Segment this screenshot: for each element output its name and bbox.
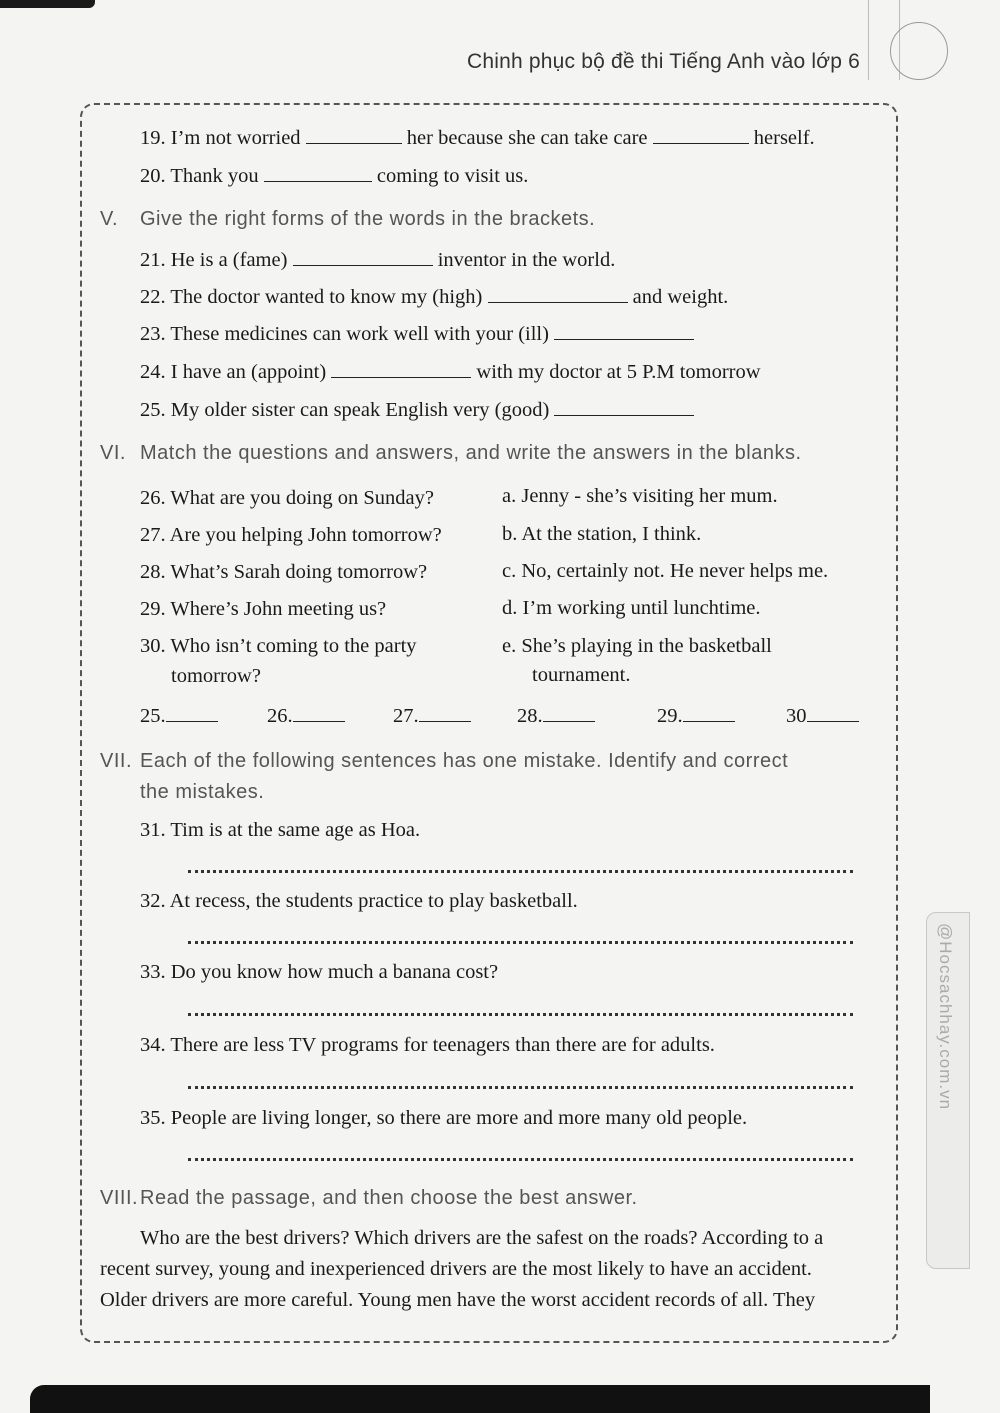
section-6-heading: VI. Match the questions and answers, and write the answers in the blanks.: [100, 442, 802, 464]
mistake-sentence: 35. People are living longer, so there are more and more many old people.: [140, 1107, 748, 1129]
question-20: 20. Thank you coming to visit us.: [140, 165, 529, 187]
answer-slot-29: 29.: [657, 702, 735, 730]
mistake-sentence: 32. At recess, the students practice to play basketball.: [140, 890, 578, 912]
answer-blank[interactable]: [306, 125, 402, 144]
answer-blank[interactable]: [653, 125, 749, 144]
answer-blank[interactable]: [264, 163, 372, 182]
passage-text: [100, 1223, 875, 1316]
section-8-heading: VIII.Read the passage, and then choose the best answer.: [100, 1187, 638, 1209]
answer-slot-30: 30: [786, 702, 859, 730]
mistake-sentence: 33. Do you know how much a banana cost?: [140, 961, 499, 983]
match-answer: c. No, certainly not. He never helps me.: [502, 560, 829, 582]
answer-blank[interactable]: [807, 703, 859, 722]
answer-blank[interactable]: [488, 284, 628, 303]
corner-mark: [0, 0, 95, 8]
passage-line: Older drivers are more careful. Young men have the worst accident records of all. They: [100, 1289, 816, 1311]
match-answer: d. I’m working until lunchtime.: [502, 597, 761, 619]
question-19: 19. I’m not worried her because she can take care herself.: [140, 127, 815, 149]
section-5-heading: V. Give the right forms of the words in the brackets.: [100, 208, 596, 230]
answer-dotted-line[interactable]: [188, 1009, 853, 1016]
answer-blank[interactable]: [293, 247, 433, 266]
answer-slot-26: 26.: [267, 702, 345, 730]
page-header-title: Chinh phục bộ đề thi Tiếng Anh vào lớp 6: [466, 50, 860, 73]
match-answer: b. At the station, I think.: [502, 523, 702, 545]
question-25: 25. My older sister can speak English very (good): [140, 396, 694, 424]
header-circle-decoration: [890, 22, 948, 80]
answer-dotted-line[interactable]: [188, 866, 853, 873]
match-answer-continued: tournament.: [532, 664, 631, 686]
section-7-heading: VII. Each of the following sentences has one mistake. Identify and correct: [100, 750, 789, 772]
match-answer: e. She’s playing in the basketball: [502, 635, 772, 657]
question-21: 21. He is a (fame) inventor in the world.: [140, 249, 616, 271]
passage-line: Who are the best drivers? Which drivers are the safest on the roads? According to a: [140, 1227, 824, 1249]
answer-dotted-line[interactable]: [188, 1082, 853, 1089]
answer-slot-27: 27.: [393, 702, 471, 730]
answer-blank[interactable]: [554, 321, 694, 340]
match-question: 28. What’s Sarah doing tomorrow?: [140, 561, 428, 583]
answer-dotted-line[interactable]: [188, 937, 853, 944]
bottom-dark-bar: [30, 1385, 930, 1413]
answer-dotted-line[interactable]: [188, 1154, 853, 1161]
side-watermark-tab: [926, 912, 970, 1269]
match-question: 30. Who isn’t coming to the party: [140, 635, 417, 657]
side-watermark-text: @Hocsachhay.com.vn: [936, 923, 955, 1111]
question-23: 23. These medicines can work well with your (ill): [140, 320, 694, 348]
question-24: 24. I have an (appoint) with my doctor at 5 P.M tomorrow: [140, 361, 761, 383]
answer-slot-25: 25.: [140, 702, 218, 730]
answer-blank[interactable]: [166, 703, 218, 722]
answer-blank[interactable]: [419, 703, 471, 722]
match-answer: a. Jenny - she’s visiting her mum.: [502, 485, 778, 507]
answer-slot-28: 28.: [517, 702, 595, 730]
section-7-heading-continued: the mistakes.: [140, 781, 265, 803]
answer-blank[interactable]: [554, 397, 694, 416]
passage-line: recent survey, young and inexperienced drivers are the most likely to have an accident.: [100, 1258, 812, 1280]
mistake-sentence: 34. There are less TV programs for teenagers than there are for adults.: [140, 1034, 715, 1056]
match-question-continued: tomorrow?: [171, 665, 261, 687]
answer-blank[interactable]: [683, 703, 735, 722]
match-question: 26. What are you doing on Sunday?: [140, 487, 434, 509]
answer-blank[interactable]: [293, 703, 345, 722]
question-22: 22. The doctor wanted to know my (high) and weight.: [140, 286, 729, 308]
match-question: 27. Are you helping John tomorrow?: [140, 524, 442, 546]
answer-blank[interactable]: [543, 703, 595, 722]
match-question: 29. Where’s John meeting us?: [140, 598, 387, 620]
answer-blank[interactable]: [331, 359, 471, 378]
mistake-sentence: 31. Tim is at the same age as Hoa.: [140, 819, 421, 841]
